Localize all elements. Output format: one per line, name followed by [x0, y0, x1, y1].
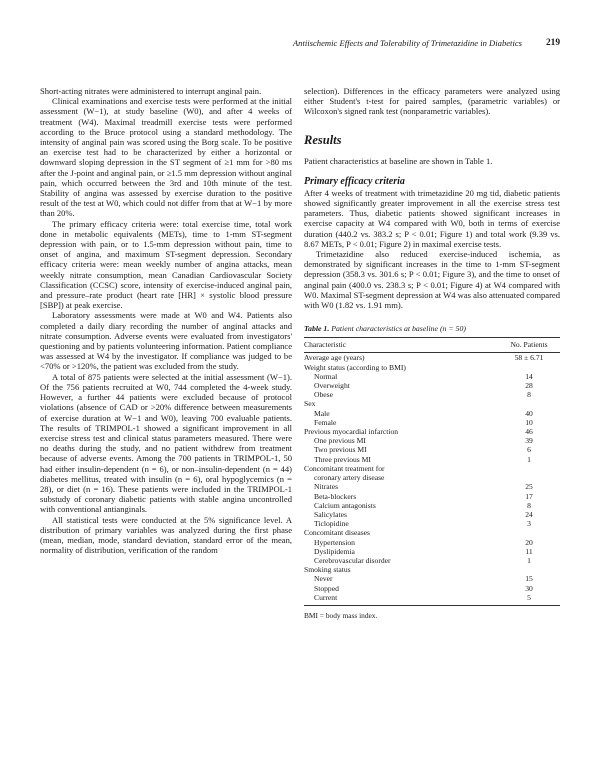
body-paragraph: A total of 875 patients were selected at the initial assessment (W−1). Of the 756 patients recruited at W0, 744 completed the 4-week study. However, a further 44 patients were excluded because of protocol violations (absence of CAD or >20% difference between measurements of exercise duration at W−1 and W0), leaving 700 evaluable patients. The results of TRIMPOL-1 showed a significant improvement in all exercise stress test and clinical status parameters measured. There were no deaths during the study, and no patient withdrew from treatment because of adverse events. Among the 700 patients in TRIMPOL-1, 50 had either insulin-dependent (n = 6), or non–insulin-dependent (n = 44) diabetes mellitus, treated with insulin (n = 6), oral hypoglycemics (n = 28), or diet (n = 16). These patients were included in the TRIMPOL-1 substudy of coronary diabetic patients with stable angina uncontrolled with conventional antianginals.: [40, 371, 292, 515]
table-cell-value: [498, 565, 560, 574]
table-row: [304, 501, 560, 510]
table-cell-value: 20: [525, 537, 533, 547]
table-row: [304, 528, 560, 537]
section-heading-results: Results: [304, 132, 342, 147]
table-row: [304, 418, 560, 427]
table-cell-value: [498, 464, 560, 473]
table-row: [304, 353, 560, 363]
table-cell-characteristic: Overweight: [314, 381, 350, 391]
table-cell-value: [498, 399, 560, 408]
table-cell-value: 25: [525, 482, 533, 492]
table-cell-characteristic: Smoking status: [304, 565, 351, 575]
table-cell-value: 1: [527, 454, 531, 464]
table-cell-value: [498, 363, 560, 372]
body-paragraph: The primary efficacy criteria were: total exercise time, total work done in metabolic equivalents (METs), time to 1-mm ST-segment depression with pain, or to 1.5-mm depression without pain, time to onset of angina, and maximum ST-segment depression. Secondary efficacy criteria were: mean weekly number of angina attacks, mean weekly nitrate consumption, mean Canadian Cardiovascular Society Classification (CCSC) score, intensity of exercise-induced anginal pain, and pressure–rate product (heart rate [HR] × systolic blood pressure [SBP]) at peak exercise.: [40, 218, 292, 311]
table-cell-characteristic: Male: [314, 408, 330, 418]
body-paragraph: Patient characteristics at baseline are shown in Table 1.: [304, 155, 493, 166]
running-title: Antiischemic Effects and Tolerability of Trimetazidine in Diabetics: [292, 38, 522, 48]
table-row: [304, 565, 560, 574]
table-header-characteristic: Characteristic: [304, 338, 498, 353]
table-cell-value: 3: [527, 519, 531, 529]
patient-characteristics-table: [304, 337, 560, 606]
table-cell-characteristic: Calcium antagonists: [314, 500, 376, 510]
table-cell-characteristic: Current: [304, 593, 498, 606]
table-cell-value: 30: [525, 583, 533, 593]
table-cell-value: 8: [527, 390, 531, 400]
table-cell-value: 58 ± 6.71: [514, 353, 544, 363]
table-row: [304, 427, 560, 436]
table-cell-characteristic: coronary artery disease: [314, 473, 385, 483]
table-row: [304, 593, 560, 606]
table-row: [304, 482, 560, 491]
table-cell-characteristic: Sex: [304, 399, 316, 409]
table-row: [304, 492, 560, 501]
subsection-heading: Primary efficacy criteria: [304, 175, 405, 187]
body-paragraph: Trimetazidine also reduced exercise-induced ischemia, as demonstrated by significant increases in the time to 1-mm ST-segment depression (358.3 vs. 301.6 s; P < 0.01; Figure 3), and the time to onset of anginal pain (400.0 vs. 238.3 s; P < 0.01; Figure 4) at W4 compared with W0. Maximal ST-segment depression at W4 was also attenuated compared with W0 (1.82 vs. 1.91 mm).: [304, 249, 560, 311]
table-row: [304, 510, 560, 519]
table-cell-characteristic: Concomitant treatment for: [304, 463, 385, 473]
table-cell-value: 10: [525, 417, 533, 427]
table-cell-value: 17: [525, 491, 533, 501]
body-paragraph: All statistical tests were conducted at the 5% significance level. A distribution of primary variables was analyzed during the first phase (mean, median, mode, standard deviation, standard error of the mean, normality of distribution, verification of the random: [40, 514, 292, 556]
table-caption: [304, 324, 560, 333]
table-row: [304, 574, 560, 583]
table-row: [304, 363, 560, 372]
table-cell-characteristic: Normal: [314, 371, 338, 381]
table-cell-characteristic: Dyslipidemia: [314, 546, 355, 556]
table-cell-characteristic: Stopped: [314, 583, 339, 593]
table-cell-characteristic: One previous MI: [314, 436, 366, 446]
body-paragraph: Clinical examinations and exercise tests were performed at the initial assessment (W−1), at study baseline (W0), and after 4 weeks of treatment (W4). Maximal treadmill exercise tests were performed according to the Bruce protocol using a standard methodology. The intensity of anginal pain was scored using the Borg scale. To be positive an exercise test had to be characterized by either a horizontal or downward sloping depression in the ST segment of ≥1 mm for >80 ms after the J-point and anginal pain, or ≥1.5 mm depression without anginal pain, which occurred between the 3rd and 10th minute of the test. Stability of angina was assessed by exercise duration to the positive result of the test at W0, which could not differ from that at W−1 by more than 20%.: [40, 96, 292, 219]
table-cell-characteristic: Beta-blockers: [314, 491, 357, 501]
table-cell-value: 11: [525, 546, 533, 556]
table-cell-characteristic: Average age (years): [304, 353, 365, 363]
table-cell-value: 14: [525, 371, 533, 381]
table-cell-characteristic: Cerebrovascular disorder: [314, 555, 391, 565]
body-paragraph: After 4 weeks of treatment with trimetazidine 20 mg tid, diabetic patients showed significantly greater improvement in all the exercise stress test parameters. Thus, diabetic patients showed significant increases in exercise capacity at W4 compared with W0, both in terms of exercise duration (440.2 vs. 383.2 s; P < 0.01; Figure 1) and total work (9.39 vs. 8.67 METs, P < 0.01; Figure 2) in maximal exercise tests.: [304, 187, 560, 249]
page-number: 219: [545, 38, 560, 48]
table-footnote: BMI = body mass index.: [304, 610, 378, 620]
table-header-patients: No. Patients: [498, 338, 560, 353]
left-column: [40, 86, 292, 555]
table-cell-characteristic: Never: [314, 574, 333, 584]
table-row: [304, 473, 560, 482]
table-row: [304, 584, 560, 593]
table-row: [304, 372, 560, 381]
table-row: [304, 390, 560, 399]
table-cell-value: 28: [525, 381, 533, 391]
body-paragraph: selection). Differences in the efficacy parameters were analyzed using either Student's t-test for paired samples, (parametric variables) or Wilcoxon's signed rank test (nonparametric variables).: [304, 86, 560, 117]
body-paragraph: Short-acting nitrates were administered to interrupt anginal pain.: [40, 86, 262, 96]
table-caption-label: Table 1.: [304, 324, 330, 334]
table-row: [304, 547, 560, 556]
table-row: [304, 538, 560, 547]
table-cell-characteristic: Previous myocardial infarction: [304, 427, 399, 437]
table-cell-value: 5: [498, 593, 560, 606]
table-cell-value: 1: [527, 555, 531, 565]
table-cell-characteristic: Hypertension: [314, 537, 355, 547]
page-header: [40, 38, 560, 52]
table-row: [304, 455, 560, 464]
table-cell-value: [498, 473, 560, 482]
table-row: [304, 381, 560, 390]
table-body: [304, 353, 560, 605]
table-cell-characteristic: Ticlopidine: [314, 519, 349, 529]
body-paragraph: Laboratory assessments were made at W0 and W4. Patients also completed a daily diary recording the number of anginal attacks and nitrate consumption. Adverse events were evaluated from investigators' questioning and by patients volunteering information. Patient compliance was assessed at W4 by the investigator. If compliance was judged to be <70% or >120%, the patient was excluded from the study.: [40, 310, 292, 372]
table-cell-value: 15: [525, 574, 533, 584]
table-caption-text: Patient characteristics at baseline (n = 50): [331, 324, 466, 334]
table-cell-value: [498, 528, 560, 537]
table-cell-value: 6: [527, 445, 531, 455]
table-cell-value: 24: [525, 509, 533, 519]
table-cell-characteristic: Salicylates: [314, 509, 347, 519]
table-cell-value: 40: [525, 408, 533, 418]
table-row: [304, 556, 560, 565]
table-cell-characteristic: Concomitant diseases: [304, 528, 371, 538]
table-cell-characteristic: Nitrates: [314, 482, 339, 492]
table-cell-value: 8: [527, 500, 531, 510]
table-row: [304, 436, 560, 445]
table-cell-characteristic: Female: [314, 417, 337, 427]
right-column: [304, 86, 560, 620]
table-cell-characteristic: Weight status (according to BMI): [304, 362, 406, 372]
table-row: [304, 464, 560, 473]
table-cell-value: 46: [525, 427, 533, 437]
table-cell-characteristic: Obese: [314, 390, 333, 400]
table-cell-characteristic: Two previous MI: [314, 445, 367, 455]
table-row: [304, 519, 560, 528]
table-cell-value: 39: [525, 436, 533, 446]
table-row: [304, 409, 560, 418]
table-cell-characteristic: Three previous MI: [314, 454, 371, 464]
table-row: [304, 445, 560, 454]
table-row: [304, 399, 560, 408]
